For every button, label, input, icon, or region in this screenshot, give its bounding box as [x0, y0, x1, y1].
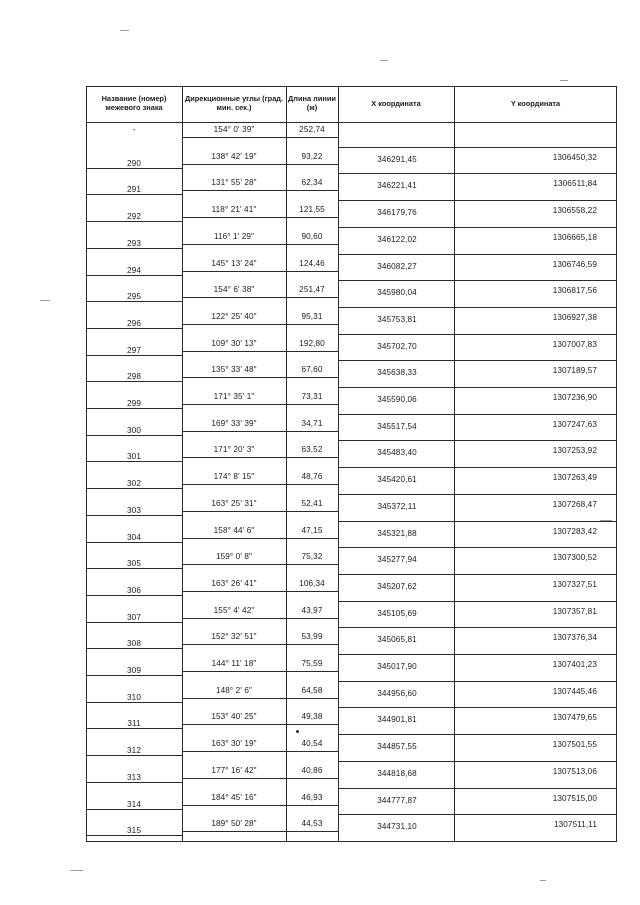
- point-name: 315: [127, 826, 141, 836]
- coord-row-rule: [338, 387, 617, 388]
- direction-angle: 122° 25' 40": [211, 311, 257, 321]
- coord-row-rule: [338, 574, 617, 575]
- point-name: 291: [127, 185, 141, 195]
- segment-row-rule: [182, 190, 338, 191]
- coord-row-rule: [338, 173, 617, 174]
- point-row-rule: [86, 408, 182, 409]
- y-coordinate: 1307263,49: [552, 473, 597, 483]
- segment-row-rule: [182, 831, 338, 832]
- x-coordinate: 345980,04: [377, 288, 417, 298]
- point-row-rule: [86, 515, 182, 516]
- x-coordinate: 345590,06: [377, 395, 417, 404]
- y-coordinate: 1307511,11: [553, 820, 597, 830]
- point-name: 314: [127, 799, 141, 809]
- segment-row-rule: [182, 698, 338, 699]
- segment-row-rule: [182, 724, 338, 725]
- direction-angle: 131° 55' 28": [211, 178, 257, 188]
- line-length: 93,22: [301, 151, 323, 161]
- point-name: -: [132, 125, 136, 134]
- y-coordinate: 1307300,52: [552, 553, 597, 563]
- column-rule: [286, 86, 287, 842]
- coord-row-rule: [338, 761, 617, 762]
- x-coordinate: 345483,40: [377, 448, 417, 458]
- scan-speck: [70, 870, 83, 871]
- x-coordinate: 346122,02: [377, 234, 417, 244]
- point-row-rule: [86, 194, 182, 195]
- column-rule: [182, 86, 183, 842]
- x-coordinate: 345517,54: [377, 421, 417, 431]
- line-length: 192,80: [299, 338, 325, 348]
- coord-row-rule: [338, 814, 617, 815]
- point-row-rule: [86, 835, 182, 836]
- point-row-rule: [86, 221, 182, 222]
- coord-row-rule: [338, 788, 617, 789]
- y-coordinate: 1307479,65: [552, 713, 597, 723]
- header-y: Y координата: [510, 98, 561, 108]
- scan-speck: [120, 30, 129, 31]
- direction-angle: 184° 45' 16": [211, 792, 257, 802]
- direction-angle: 154° 6' 38": [213, 285, 255, 295]
- point-name: 309: [127, 666, 141, 675]
- segment-row-rule: [182, 137, 338, 138]
- x-coordinate: 345753,81: [377, 314, 417, 324]
- point-name: 295: [127, 292, 141, 302]
- line-length: 44,53: [301, 819, 323, 829]
- direction-angle: 163° 30' 19": [211, 739, 257, 749]
- direction-angle: 144° 11' 18": [211, 659, 257, 668]
- point-name: 305: [127, 559, 141, 569]
- y-coordinate: 1306558,22: [552, 206, 597, 216]
- point-row-rule: [86, 648, 182, 649]
- coord-row-rule: [338, 601, 617, 602]
- point-name: 308: [127, 639, 141, 649]
- coord-row-rule: [338, 280, 617, 281]
- direction-angle: 153° 40' 25": [211, 712, 257, 722]
- segment-row-rule: [182, 377, 338, 378]
- segment-row-rule: [182, 805, 338, 806]
- point-name: 301: [127, 452, 141, 462]
- segment-row-rule: [182, 484, 338, 485]
- segment-row-rule: [182, 751, 338, 752]
- segment-row-rule: [182, 778, 338, 779]
- direction-angle: 174° 8' 15": [213, 472, 255, 482]
- line-length: 49,38: [301, 712, 323, 722]
- segment-row-rule: [182, 644, 338, 645]
- x-coordinate: 346179,76: [377, 208, 417, 218]
- point-row-rule: [86, 461, 182, 462]
- y-coordinate: 1307445,46: [552, 686, 597, 696]
- x-coordinate: 346082,27: [377, 261, 417, 271]
- segment-row-rule: [182, 324, 338, 325]
- direction-angle: 171° 35' 1": [213, 392, 255, 401]
- direction-angle: 163° 26' 41": [211, 578, 257, 588]
- y-coordinate: 1307357,81: [552, 606, 597, 616]
- direction-angle: 148° 2' 6": [215, 685, 253, 695]
- y-coordinate: 1307253,92: [552, 446, 597, 456]
- direction-angle: 138° 42' 19": [211, 151, 257, 161]
- coord-row-rule: [338, 360, 617, 361]
- line-length: 75,59: [301, 659, 323, 668]
- header-angle: Дирекционные углы (град. мин. сек.): [184, 94, 284, 112]
- point-name: 302: [127, 479, 141, 489]
- segment-row-rule: [182, 404, 338, 405]
- direction-angle: 116° 1' 29": [213, 231, 255, 241]
- point-name: 290: [127, 158, 141, 168]
- line-length: 67,60: [301, 365, 323, 375]
- segment-row-rule: [182, 217, 338, 218]
- coord-row-rule: [338, 147, 617, 148]
- direction-angle: 189° 50' 28": [211, 819, 257, 829]
- direction-angle: 135° 33' 48": [211, 365, 257, 375]
- line-length: 63,52: [301, 445, 323, 455]
- y-coordinate: 1306511,84: [553, 179, 597, 189]
- coord-row-rule: [338, 440, 617, 441]
- coord-row-rule: [338, 521, 617, 522]
- x-coordinate: 346291,45: [377, 154, 417, 164]
- point-row-rule: [86, 248, 182, 249]
- direction-angle: 163° 25' 31": [211, 498, 257, 508]
- scan-speck: [40, 300, 50, 301]
- point-row-rule: [86, 542, 182, 543]
- scan-speck: [600, 520, 612, 521]
- line-length: 48,76: [301, 472, 323, 482]
- point-row-rule: [86, 328, 182, 329]
- x-coordinate: 344818,68: [377, 768, 417, 778]
- point-name: 297: [127, 345, 141, 355]
- coord-row-rule: [338, 467, 617, 468]
- segment-row-rule: [182, 457, 338, 458]
- y-coordinate: 1307236,90: [552, 393, 597, 402]
- x-coordinate: 344901,81: [377, 715, 417, 725]
- line-length: 106,34: [299, 578, 325, 588]
- coord-row-rule: [338, 681, 617, 682]
- line-length: 73,31: [301, 392, 323, 401]
- segment-row-rule: [182, 271, 338, 272]
- y-coordinate: 1307327,51: [552, 579, 597, 589]
- y-coordinate: 1307189,57: [552, 366, 597, 376]
- scan-speck: [560, 80, 568, 81]
- direction-angle: 152° 32' 51": [211, 632, 257, 642]
- segment-row-rule: [182, 511, 338, 512]
- direction-angle: 118° 21' 41": [211, 205, 257, 215]
- line-length: 34,71: [301, 418, 323, 428]
- y-coordinate: 1307247,63: [552, 419, 597, 429]
- y-coordinate: 1307268,47: [552, 499, 597, 509]
- header-length: Длина линии (м): [288, 94, 336, 112]
- line-length: 46,93: [301, 792, 323, 802]
- line-length: 52,41: [301, 498, 323, 508]
- coord-row-rule: [338, 307, 617, 308]
- point-row-rule: [86, 381, 182, 382]
- line-length: 64,58: [301, 685, 323, 695]
- table-bottom-rule: [86, 841, 617, 842]
- y-coordinate: 1307283,42: [552, 526, 597, 536]
- direction-angle: 159° 0' 8": [215, 552, 253, 562]
- coord-row-rule: [338, 494, 617, 495]
- line-length: 47,15: [301, 525, 323, 535]
- x-coordinate: 344857,55: [377, 742, 417, 752]
- direction-angle: 169° 33' 39": [211, 418, 257, 428]
- segment-row-rule: [182, 538, 338, 539]
- segment-row-rule: [182, 591, 338, 592]
- scan-dot: [296, 730, 299, 733]
- scan-speck: [380, 60, 388, 61]
- point-row-rule: [86, 809, 182, 810]
- y-coordinate: 1306746,59: [552, 259, 597, 269]
- point-row-rule: [86, 782, 182, 783]
- coord-row-rule: [338, 227, 617, 228]
- x-coordinate: 346221,41: [377, 181, 417, 191]
- x-coordinate: 345105,69: [377, 608, 417, 618]
- point-row-rule: [86, 728, 182, 729]
- direction-angle: 171° 20' 3": [213, 445, 255, 455]
- y-coordinate: 1306665,18: [552, 232, 597, 242]
- line-length: 251,47: [299, 285, 325, 295]
- line-length: 62,34: [301, 178, 323, 188]
- point-row-rule: [86, 168, 182, 169]
- point-row-rule: [86, 355, 182, 356]
- coord-row-rule: [338, 547, 617, 548]
- coord-row-rule: [338, 654, 617, 655]
- y-coordinate: 1307401,23: [552, 660, 597, 669]
- point-row-rule: [86, 301, 182, 302]
- table-top-rule: [86, 86, 617, 87]
- header-x: X координата: [371, 98, 421, 108]
- point-name: 313: [127, 772, 141, 782]
- direction-angle: 155° 4' 42": [213, 605, 255, 615]
- line-length: 40,86: [301, 765, 323, 775]
- x-coordinate: 344956,60: [377, 688, 417, 698]
- point-name: 292: [127, 212, 141, 222]
- y-coordinate: 1307515,00: [552, 793, 597, 803]
- y-coordinate: 1307501,55: [552, 740, 597, 750]
- scan-speck: [540, 880, 546, 881]
- point-name: 299: [127, 399, 141, 408]
- y-coordinate: 1306817,56: [552, 286, 597, 296]
- line-length: 43,97: [301, 605, 323, 615]
- line-length: 40,54: [301, 739, 323, 749]
- x-coordinate: 345321,88: [377, 528, 417, 538]
- line-length: 121,55: [299, 205, 325, 215]
- boundary-coordinates-table: [86, 86, 617, 842]
- segment-row-rule: [182, 618, 338, 619]
- point-row-rule: [86, 622, 182, 623]
- coord-row-rule: [338, 734, 617, 735]
- point-row-rule: [86, 568, 182, 569]
- point-row-rule: [86, 275, 182, 276]
- point-row-rule: [86, 755, 182, 756]
- segment-row-rule: [182, 244, 338, 245]
- x-coordinate: 345065,81: [377, 635, 417, 645]
- header-point-name: Название (номер) межевого знака: [101, 94, 167, 112]
- point-name: 293: [127, 238, 141, 248]
- segment-row-rule: [182, 164, 338, 165]
- coord-row-rule: [338, 254, 617, 255]
- direction-angle: 109° 30' 13": [211, 338, 257, 348]
- point-name: 306: [127, 585, 141, 595]
- direction-angle: 154° 0' 39": [213, 125, 255, 134]
- point-row-rule: [86, 435, 182, 436]
- point-name: 298: [127, 372, 141, 382]
- x-coordinate: 345017,90: [377, 662, 417, 671]
- coord-row-rule: [338, 334, 617, 335]
- point-row-rule: [86, 702, 182, 703]
- point-name: 312: [127, 746, 141, 756]
- x-coordinate: 345420,61: [377, 475, 417, 485]
- line-length: 75,32: [301, 552, 323, 562]
- direction-angle: 145° 13' 24": [211, 258, 257, 268]
- point-name: 307: [127, 612, 141, 622]
- point-row-rule: [86, 675, 182, 676]
- direction-angle: 158° 44' 6": [213, 525, 255, 535]
- point-name: 294: [127, 265, 141, 275]
- coord-row-rule: [338, 414, 617, 415]
- direction-angle: 177° 16' 42": [211, 765, 257, 775]
- point-name: 311: [127, 719, 141, 729]
- segment-row-rule: [182, 564, 338, 565]
- y-coordinate: 1307007,83: [552, 339, 597, 349]
- coord-row-rule: [338, 627, 617, 628]
- x-coordinate: 345702,70: [377, 341, 417, 351]
- coord-row-rule: [338, 200, 617, 201]
- y-coordinate: 1307376,34: [552, 633, 597, 643]
- x-coordinate: 344777,87: [377, 795, 417, 805]
- line-length: 90,60: [301, 231, 323, 241]
- segment-row-rule: [182, 351, 338, 352]
- point-name: 303: [127, 505, 141, 515]
- y-coordinate: 1306927,38: [552, 312, 597, 322]
- coord-row-rule: [338, 707, 617, 708]
- line-length: 124,46: [299, 258, 325, 268]
- point-name: 304: [127, 532, 141, 542]
- x-coordinate: 345638,33: [377, 368, 417, 378]
- segment-row-rule: [182, 671, 338, 672]
- point-name: 310: [127, 692, 141, 702]
- segment-row-rule: [182, 297, 338, 298]
- line-length: 252,74: [299, 125, 325, 134]
- point-row-rule: [86, 595, 182, 596]
- point-row-rule: [86, 488, 182, 489]
- x-coordinate: 345207,62: [377, 581, 417, 591]
- point-name: 296: [127, 318, 141, 328]
- line-length: 95,31: [301, 311, 323, 321]
- header-rule: [86, 122, 617, 123]
- point-name: 300: [127, 425, 141, 435]
- y-coordinate: 1307513,06: [552, 766, 597, 776]
- y-coordinate: 1306450,32: [552, 152, 597, 162]
- x-coordinate: 345372,11: [377, 501, 417, 511]
- segment-row-rule: [182, 431, 338, 432]
- x-coordinate: 344731,10: [377, 822, 417, 832]
- line-length: 53,99: [301, 632, 323, 642]
- x-coordinate: 345277,94: [377, 555, 417, 565]
